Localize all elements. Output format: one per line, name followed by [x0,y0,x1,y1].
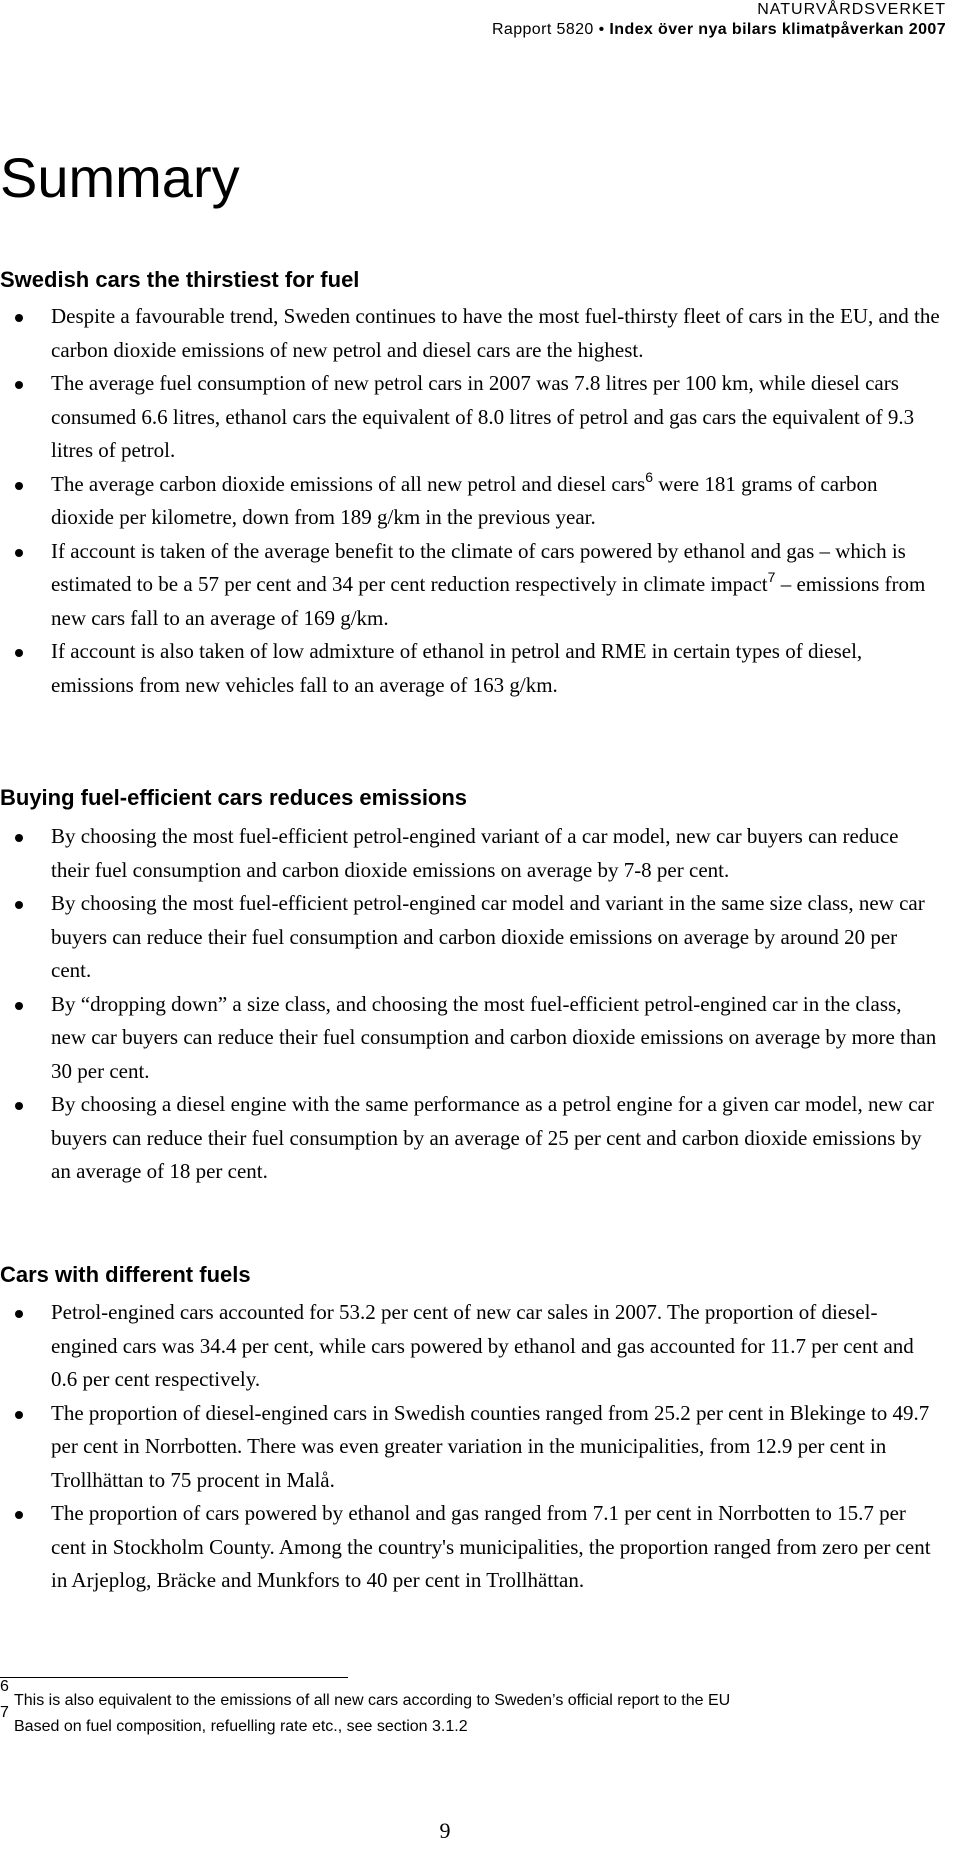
footnote-divider [0,1677,348,1678]
bullet-icon [15,314,23,322]
bullet-icon [15,1511,23,1519]
bullet-icon [15,1310,23,1318]
footnote-number: 6 [0,1678,9,1695]
list-item-text: By choosing the most fuel-efficient petrol-engined variant of a car model, new car buyers can reduce their fuel consumption and carbon dioxide emissions on average by 7-8 per cent. [51,824,899,882]
list-item [0,1296,940,1397]
list-item [0,635,940,702]
bullet-icon [15,834,23,842]
section-heading-buying: Buying fuel-efficient cars reduces emissions [0,785,468,810]
list-item-text: By “dropping down” a size class, and choosing the most fuel-efficient petrol-engined car in the class, new car buyers can reduce their fuel consumption and carbon dioxide emissions on average by more than 30 per cent. [51,991,937,1083]
list-item-text: The average carbon dioxide emissions of all new petrol and diesel cars [51,471,646,496]
footnote-ref-7[interactable]: 7 [767,569,776,585]
footnote-text: Based on fuel composition, refuelling rate etc., see section 3.1.2 [14,1718,468,1735]
running-header [492,0,946,40]
bullet-icon [15,549,23,557]
footnote-number: 7 [0,1704,9,1721]
list-item [0,820,940,887]
header-org: NATURVÅRDSVERKET [757,1,946,18]
header-report-number: Rapport 5820 [491,21,594,38]
footnote-ref-6[interactable]: 6 [645,468,654,485]
bullet-icon [15,901,23,909]
list-item [0,988,940,1089]
header-report-title: Index över nya bilars klimatpåverkan 2007 [609,21,946,38]
list-item [0,367,940,468]
page-title: Summary [0,146,240,209]
bullet-icon [15,1102,23,1110]
list-item-text-cont: – emissions from new cars fall to an average of 169 g/km. [51,572,926,630]
bullet-icon [15,1002,23,1010]
bullet-list-fuels [0,1296,940,1598]
list-item [0,468,940,535]
list-item [0,1497,940,1598]
list-item-text: By choosing a diesel engine with the same performance as a petrol engine for a given car model, new car buyers can reduce their fuel consumption by an average of 25 per cent and carbon dioxide emissions by an average of 18 per cent. [51,1092,934,1183]
section-heading-fuels: Cars with different fuels [0,1262,251,1287]
list-item [0,887,940,988]
list-item-text: The average fuel consumption of new petrol cars in 2007 was 7.8 litres per 100 km, while diesel cars consumed 6.6 litres, ethanol cars the equivalent of 8.0 litres of petrol and gas cars the equivalent of 9.3 litres of petrol. [51,371,915,462]
footnote-7 [0,1704,468,1736]
list-item-text: By choosing the most fuel-efficient petrol-engined car model and variant in the same size class, new car buyers can reduce their fuel consumption and carbon dioxide emissions on average by around 20 per cent. [51,891,925,982]
list-item [0,1088,940,1189]
page-number: 9 [439,1818,451,1843]
list-item-text: Petrol-engined cars accounted for 53.2 per cent of new car sales in 2007. The proportion of diesel-engined cars was 34.4 per cent, while cars powered by ethanol and gas accounted for 11.7 per cent and 0.6 per cent respectively. [51,1300,914,1391]
list-item-text: If account is also taken of low admixture of ethanol in petrol and RME in certain types of diesel, emissions from new vehicles fall to an average of 163 g/km. [51,639,863,697]
list-item-text: The proportion of cars powered by ethanol and gas ranged from 7.1 per cent in Norrbotten to 15.7 per cent in Stockholm County. Among the country's municipalities, the proportion ranged from zero per cent in Arjeplog, Bräcke and Munkfors to 40 per cent in Trollhättan. [51,1501,931,1592]
header-report-line [492,20,946,40]
list-item [0,1397,940,1498]
footnote-text: This is also equivalent to the emissions of all new cars according to Sweden’s official report to the EU [14,1692,731,1709]
bullet-icon [15,381,23,389]
list-item-text: The proportion of diesel-engined cars in Swedish counties ranged from 25.2 per cent in Blekinge to 49.7 per cent in Norrbotten. There was even greater variation in the municipalities, from 12.9 per cent in Trollhättan to 75 procent in Malå. [51,1400,930,1492]
list-item-text: Despite a favourable trend, Sweden continues to have the most fuel-thirsty fleet of cars in the EU, and the carbon dioxide emissions of new petrol and diesel cars are the highest. [51,304,940,362]
section-heading-thirstiest: Swedish cars the thirstiest for fuel [0,267,360,292]
list-item [0,535,940,636]
bullet-icon [15,482,23,490]
bullet-list-thirstiest [0,300,940,702]
footnotes [0,1678,731,1736]
bullet-icon [15,1411,23,1419]
list-item-text-cont: were 181 grams of carbon dioxide per kilometre, down from 189 g/km in the previous year. [51,471,878,529]
bullet-list-buying [0,820,940,1189]
bullet-icon [15,649,23,657]
header-separator: • [593,21,610,38]
list-item-text: If account is taken of the average benefit to the climate of cars powered by ethanol and gas – which is estimated to be a 57 per cent and 34 per cent reduction respectively in climate impact [51,538,906,596]
list-item [0,300,940,367]
